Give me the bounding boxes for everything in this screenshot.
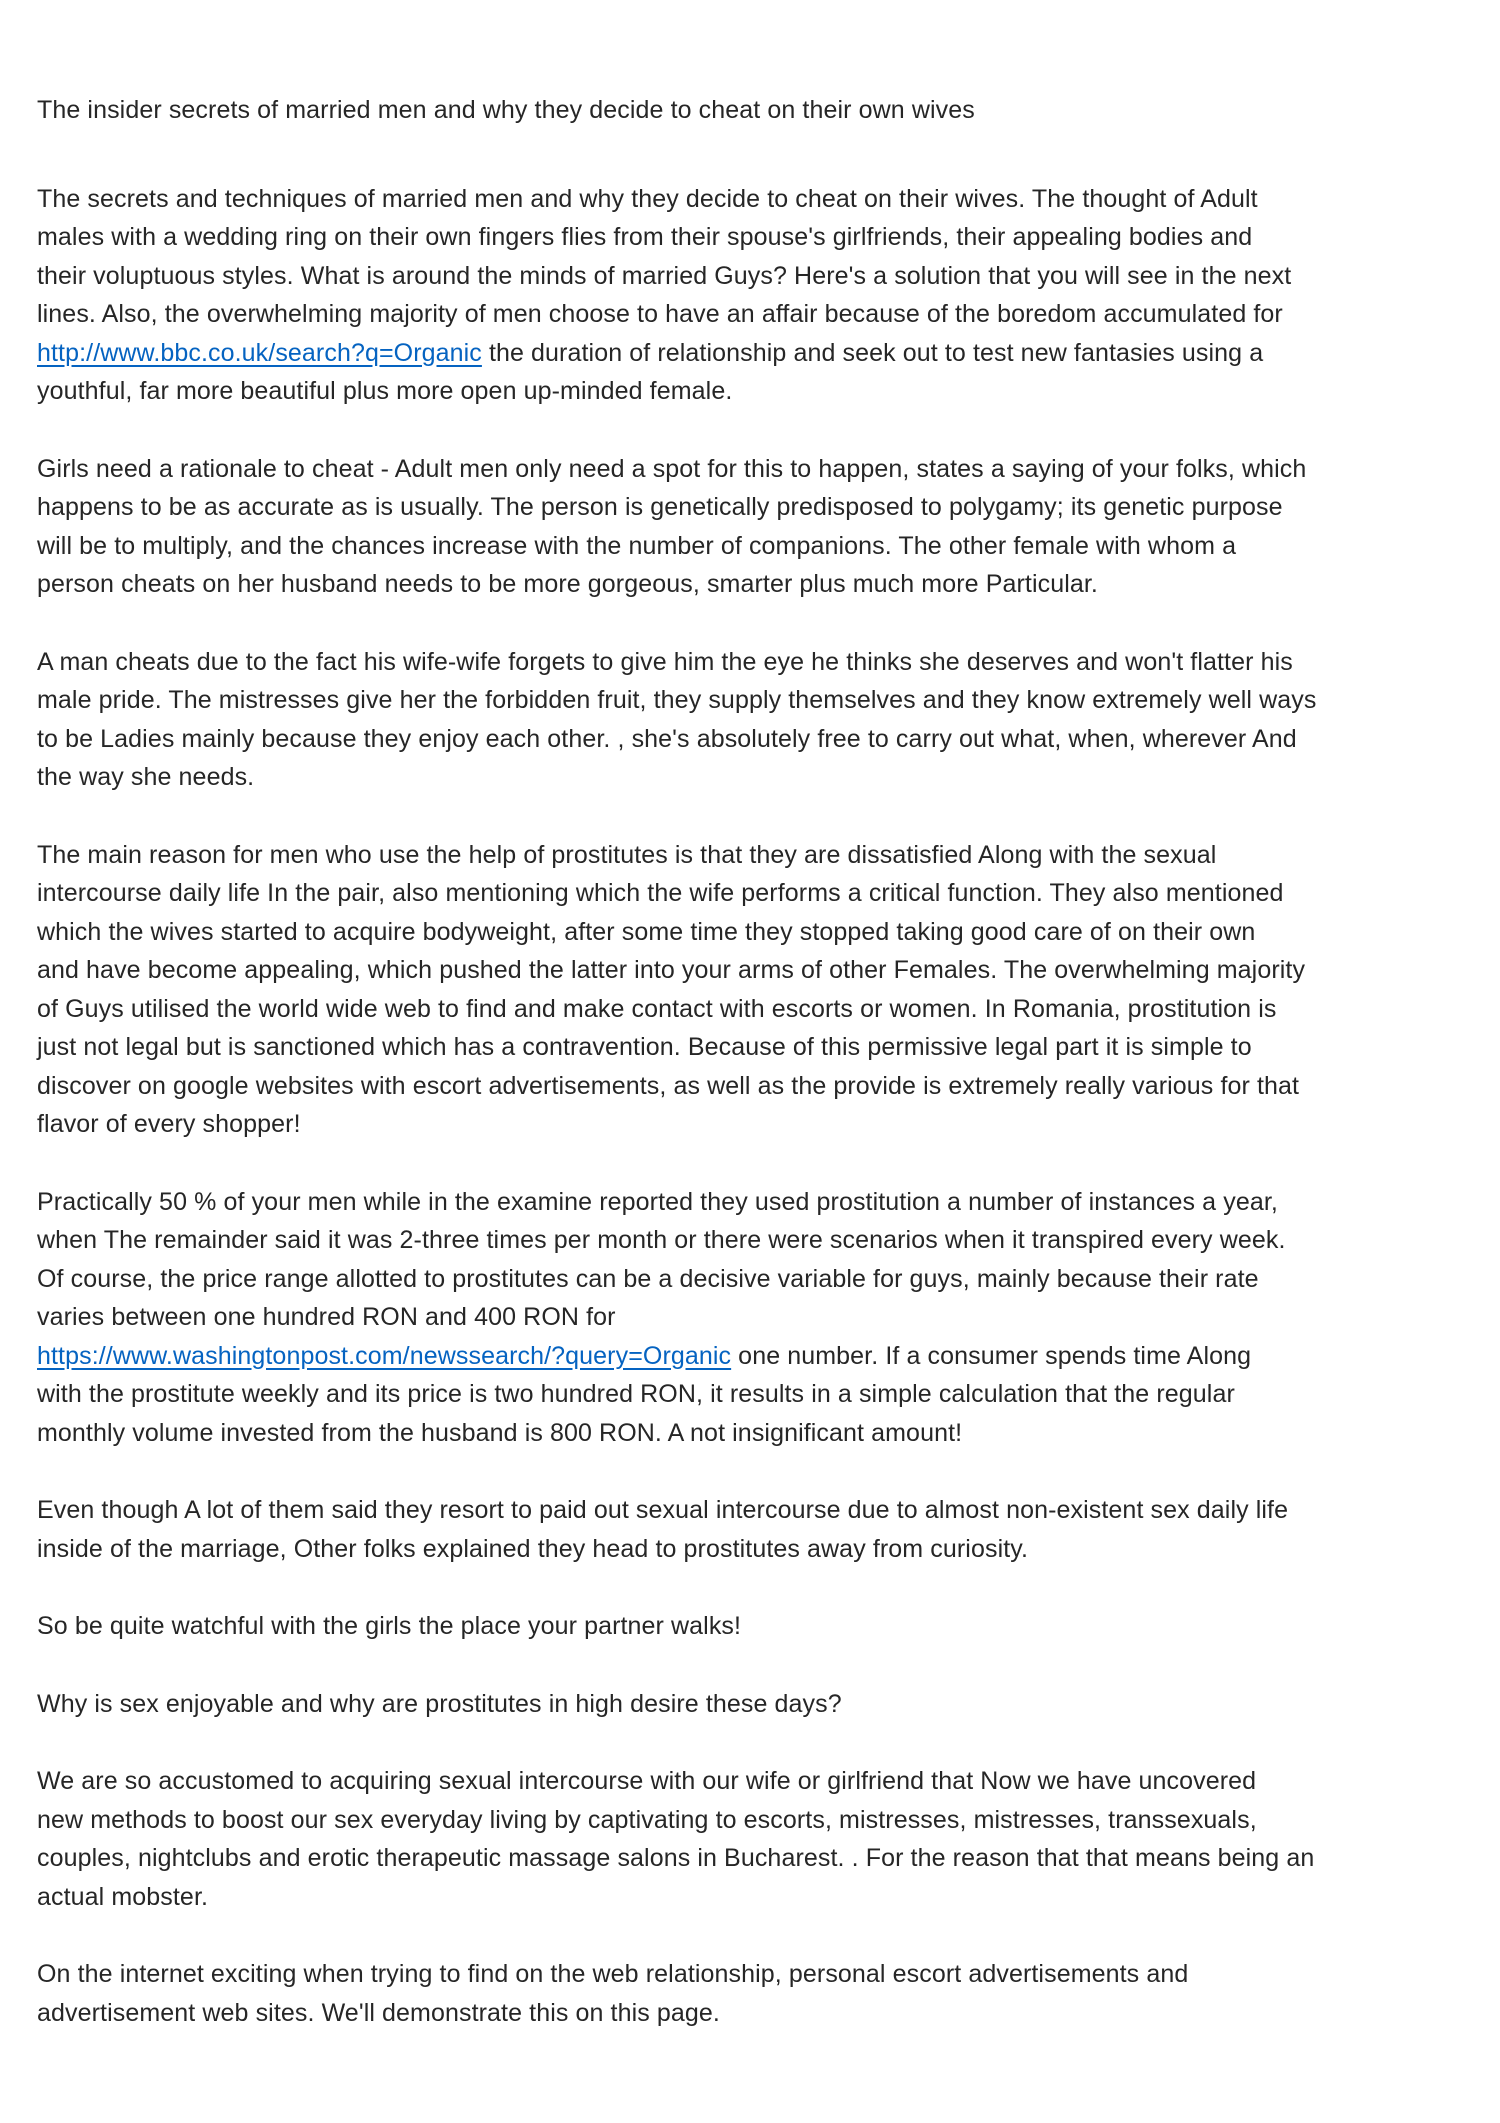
text-line (37, 1607, 1463, 1646)
text-run: will be to multiply, and the chances increase with the number of companions. The other female with whom a (37, 531, 1237, 560)
text-line (37, 1183, 1463, 1222)
text-line (37, 643, 1463, 682)
document-page (37, 91, 1463, 2032)
text-line (37, 1298, 1463, 1337)
paragraph (37, 1607, 1463, 1646)
text-run: happens to be as accurate as is usually. The person is genetically predisposed to polygamy; its genetic purpose (37, 493, 1283, 521)
text-run: just not legal but is sanctioned which has a contravention. Because of this permissive legal part it is simple to (37, 1033, 1252, 1061)
text-run: youthful, far more beautiful plus more open up-minded female. (37, 377, 733, 405)
text-line (37, 565, 1463, 604)
text-line (37, 1337, 1463, 1376)
text-line (37, 218, 1463, 257)
text-run: when The remainder said it was 2-three times per month or there were scenarios when it transpired every week. (37, 1226, 1286, 1254)
text-run: flavor of every shopper! (37, 1110, 301, 1138)
paragraph (37, 1685, 1463, 1724)
text-run: which the wives started to acquire bodyweight, after some time they stopped taking good care of on their own (37, 917, 1256, 946)
hyperlink[interactable]: http://www.bbc.co.uk/search?q=Organic (37, 338, 482, 367)
text-run: Of course, the price range allotted to prostitutes can be a decisive variable for guys, mainly because their rate (37, 1264, 1259, 1293)
text-run: one number. If a consumer spends time Along (731, 1341, 1252, 1370)
text-line (37, 720, 1463, 759)
text-line (37, 257, 1463, 296)
text-run: The main reason for men who use the help of prostitutes is that they are dissatisfied Along with the sexual (37, 840, 1217, 869)
text-line (37, 758, 1463, 797)
text-run: with the prostitute weekly and its price is two hundred RON, it results in a simple calculation that the regular (37, 1380, 1235, 1408)
text-run: Why is sex enjoyable and why are prostitutes in high desire these days? (37, 1689, 842, 1718)
paragraph (37, 1183, 1463, 1453)
text-line (37, 1491, 1463, 1530)
text-line (37, 874, 1463, 913)
text-run: Practically 50 % of your men while in the examine reported they used prostitution a number of instances a year, (37, 1187, 1278, 1216)
text-run: and have become appealing, which pushed the latter into your arms of other Females. The overwhelming majority (37, 956, 1306, 984)
paragraph (37, 643, 1463, 797)
text-line (37, 1685, 1463, 1724)
text-run: their voluptuous styles. What is around the minds of married Guys? Here's a solution that you will see in the next (37, 261, 1292, 290)
text-line (37, 372, 1463, 411)
text-run: So be quite watchful with the girls the place your partner walks! (37, 1612, 742, 1640)
text-line (37, 1762, 1463, 1801)
text-run: We are so accustomed to acquiring sexual intercourse with our wife or girlfriend that Now we have uncovered (37, 1767, 1257, 1795)
text-run: varies between one hundred RON and 400 RON for (37, 1303, 616, 1331)
text-run: actual mobster. (37, 1882, 209, 1911)
text-run: of Guys utilised the world wide web to find and make contact with escorts or women. In Romania, prostitution is (37, 994, 1277, 1023)
text-run: discover on google websites with escort advertisements, as well as the provide is extremely really various for that (37, 1071, 1300, 1100)
text-line (37, 1801, 1463, 1840)
text-run: Even though A lot of them said they resort to paid out sexual intercourse due to almost non-existent sex daily life (37, 1496, 1289, 1524)
text-line (37, 1955, 1463, 1994)
text-line (37, 1067, 1463, 1106)
document-body (37, 180, 1463, 2033)
text-line (37, 681, 1463, 720)
text-run: inside of the marriage, Other folks explained they head to prostitutes away from curiosity. (37, 1534, 1029, 1563)
text-run: couples, nightclubs and erotic therapeutic massage salons in Bucharest. . For the reason that that means being an (37, 1844, 1315, 1872)
text-run: Girls need a rationale to cheat - Adult men only need a spot for this to happen, states a saying of your folks, which (37, 454, 1307, 483)
text-run: A man cheats due to the fact his wife-wife forgets to give him the eye he thinks she deserves and won't flatter his (37, 647, 1293, 676)
text-run: males with a wedding ring on their own fingers flies from their spouse's girlfriends, their appealing bodies and (37, 223, 1253, 251)
text-line (37, 1414, 1463, 1453)
text-run: to be Ladies mainly because they enjoy each other. , she's absolutely free to carry out what, when, wherever And (37, 724, 1297, 753)
document-title: The insider secrets of married men and why they decide to cheat on their own wives (37, 96, 975, 124)
text-line (37, 1530, 1463, 1569)
text-run: monthly volume invested from the husband is 800 RON. A not insignificant amount! (37, 1418, 963, 1447)
text-line (37, 1994, 1463, 2033)
paragraph (37, 1762, 1463, 1916)
text-run: intercourse daily life In the pair, also mentioning which the wife performs a critical function. They also mentioned (37, 879, 1284, 907)
text-line (37, 1028, 1463, 1067)
text-run: the duration of relationship and seek out to test new fantasies using a (481, 338, 1264, 367)
text-run: new methods to boost our sex everyday living by captivating to escorts, mistresses, mistresses, transsexuals, (37, 1805, 1257, 1834)
text-line (37, 1221, 1463, 1260)
paragraph (37, 450, 1463, 604)
text-run: male pride. The mistresses give her the forbidden fruit, they supply themselves and they know extremely well ways (37, 686, 1317, 714)
hyperlink[interactable]: https://www.washingtonpost.com/newssearch/?query=Organic (37, 1341, 732, 1370)
text-run: On the internet exciting when trying to find on the web relationship, personal escort advertisements and (37, 1960, 1189, 1988)
text-line (37, 450, 1463, 489)
text-line (37, 1105, 1463, 1144)
text-line (37, 527, 1463, 566)
text-line (37, 334, 1463, 373)
text-line (37, 913, 1463, 952)
text-run: person cheats on her husband needs to be more gorgeous, smarter plus much more Particular. (37, 570, 1098, 598)
text-line (37, 836, 1463, 875)
text-run: advertisement web sites. We'll demonstrate this on this page. (37, 1998, 720, 2027)
text-run: the way she needs. (37, 763, 255, 791)
text-line (37, 180, 1463, 219)
text-line (37, 1260, 1463, 1299)
text-line (37, 951, 1463, 990)
text-line (37, 1375, 1463, 1414)
text-line (37, 1839, 1463, 1878)
paragraph (37, 1491, 1463, 1568)
paragraph (37, 1955, 1463, 2032)
text-line (37, 295, 1463, 334)
text-run: lines. Also, the overwhelming majority of men choose to have an affair because of the boredom accumulated for (37, 300, 1283, 328)
text-line (37, 990, 1463, 1029)
text-line (37, 1878, 1463, 1917)
text-line (37, 488, 1463, 527)
text-run: The secrets and techniques of married men and why they decide to cheat on their wives. The thought of Adult (37, 184, 1258, 213)
paragraph (37, 836, 1463, 1144)
paragraph (37, 180, 1463, 411)
